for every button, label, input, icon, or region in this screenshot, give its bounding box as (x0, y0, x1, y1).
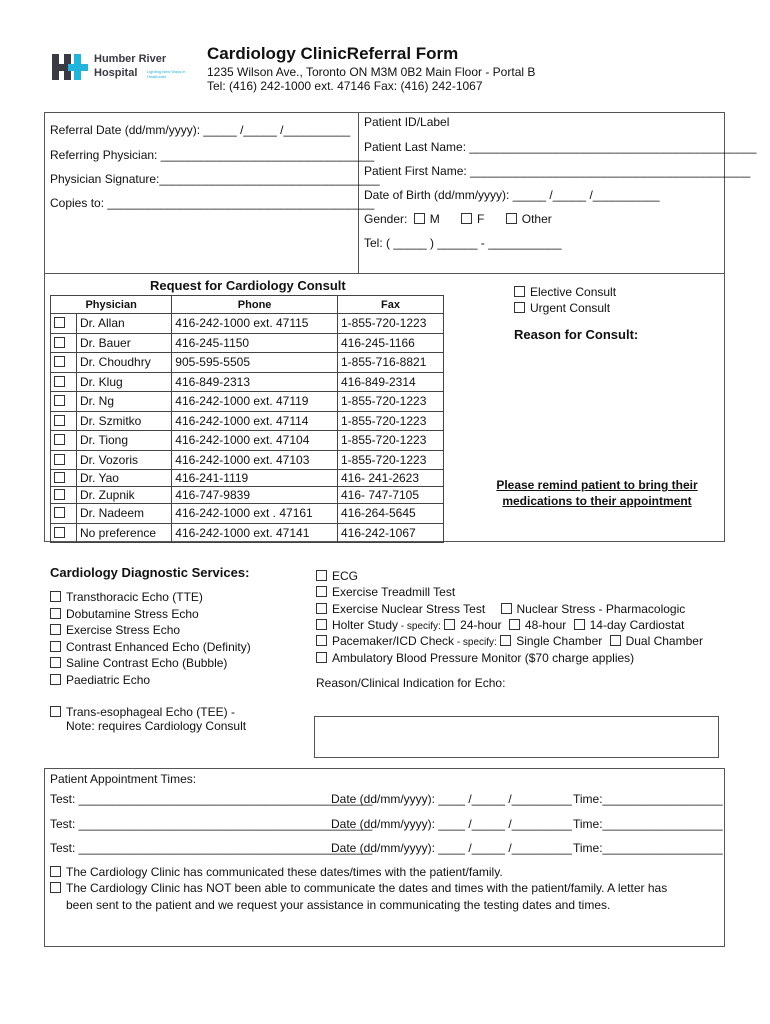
physician-checkbox[interactable] (51, 504, 77, 524)
appointment-test-field[interactable]: Test: ____________________________________________ (50, 817, 373, 831)
patient-last-name-field[interactable]: Patient Last Name: ___________________________________________ (364, 140, 757, 154)
address: 1235 Wilson Ave., Toronto ON M3M 0B2 Main Floor - Portal B (207, 65, 536, 79)
echo-service-checkbox[interactable]: Dobutamine Stress Echo (50, 607, 199, 621)
physician-fax: 1-855-720-1223 (337, 431, 443, 451)
gender-m-checkbox[interactable]: M (414, 212, 440, 226)
physician-phone: 416-242-1000 ext. 47114 (172, 411, 338, 431)
physician-phone: 416-242-1000 ext. 47104 (172, 431, 338, 451)
consult-title: Request for Cardiology Consult (150, 278, 346, 293)
appointment-time-field[interactable]: Time:__________________ (573, 792, 723, 806)
physician-phone: 416-242-1000 ext. 47119 (172, 392, 338, 412)
elective-consult-checkbox[interactable]: Elective Consult (514, 285, 616, 299)
physician-phone: 416-242-1000 ext. 47115 (172, 314, 338, 334)
appointment-date-field[interactable]: Date (dd/mm/yyyy): ____ /_____ /_________ (331, 841, 572, 855)
physician-checkbox[interactable] (51, 411, 77, 431)
nuclear-pharm-checkbox[interactable]: Nuclear Stress - Pharmacologic (501, 602, 686, 616)
echo-service-checkbox[interactable]: Exercise Stress Echo (50, 623, 180, 637)
col-fax: Fax (337, 296, 443, 314)
logo-h-cross-icon (52, 52, 88, 82)
holter-row: Holter Study - specify: 24-hour 48-hour 14-day Cardiostat (316, 618, 684, 632)
physician-phone: 416-242-1000 ext. 47103 (172, 450, 338, 470)
dual-chamber-checkbox[interactable]: Dual Chamber (610, 634, 703, 648)
gender-f-checkbox[interactable]: F (461, 212, 484, 226)
patient-first-name-field[interactable]: Patient First Name: __________________________________________ (364, 164, 751, 178)
table-row (51, 504, 444, 524)
table-row (51, 450, 444, 470)
reminder-line-2: medications to their appointment (502, 494, 692, 508)
echo-service-checkbox[interactable]: Transthoracic Echo (TTE) (50, 590, 203, 604)
physician-name: Dr. Allan (77, 314, 172, 334)
pacemaker-row: Pacemaker/ICD Check - specify: Single Chamber Dual Chamber (316, 634, 703, 648)
physician-checkbox[interactable] (51, 372, 77, 392)
table-row (51, 372, 444, 392)
single-chamber-checkbox[interactable]: Single Chamber (500, 634, 602, 648)
physician-phone: 416-242-1000 ext . 47161 (172, 504, 338, 524)
physician-phone: 905-595-5505 (172, 353, 338, 373)
physician-fax: 416-264-5645 (337, 504, 443, 524)
gender-other-checkbox[interactable]: Other (506, 212, 552, 226)
pacemaker-checkbox[interactable]: Pacemaker/ICD Check (316, 634, 454, 648)
physician-checkbox[interactable] (51, 431, 77, 451)
reason-echo-input[interactable] (314, 716, 719, 758)
echo-service-checkbox[interactable]: Saline Contrast Echo (Bubble) (50, 656, 227, 670)
tee-checkbox[interactable]: Trans-esophageal Echo (TEE) - (50, 705, 235, 719)
physician-checkbox[interactable] (51, 392, 77, 412)
physician-phone: 416-242-1000 ext. 47141 (172, 523, 338, 543)
physician-checkbox[interactable] (51, 314, 77, 334)
physician-fax: 1-855-720-1223 (337, 450, 443, 470)
holter-14day-checkbox[interactable]: 14-day Cardiostat (574, 618, 685, 632)
physician-name: Dr. Zupnik (77, 487, 172, 504)
tee-note: Note: requires Cardiology Consult (66, 719, 247, 733)
physician-name: Dr. Ng (77, 392, 172, 412)
physician-phone: 416-849-2313 (172, 372, 338, 392)
table-row (51, 411, 444, 431)
physician-fax: 416-245-1166 (337, 333, 443, 353)
physician-name: Dr. Yao (77, 470, 172, 487)
not-communicated-checkbox[interactable]: The Cardiology Clinic has NOT been able to communicate the dates and times with the patient/family. A letter has (50, 881, 667, 895)
physician-checkbox[interactable] (51, 523, 77, 543)
table-row (51, 353, 444, 373)
physician-checkbox[interactable] (51, 353, 77, 373)
appointment-test-field[interactable]: Test: ____________________________________________ (50, 841, 373, 855)
physician-name: Dr. Nadeem (77, 504, 172, 524)
abpm-checkbox[interactable]: Ambulatory Blood Pressure Monitor ($70 charge applies) (316, 651, 634, 665)
copies-to-field[interactable]: Copies to: ________________________________________ (50, 196, 375, 210)
physician-checkbox[interactable] (51, 487, 77, 504)
physician-checkbox[interactable] (51, 470, 77, 487)
appointment-time-field[interactable]: Time:__________________ (573, 817, 723, 831)
physician-table (50, 295, 444, 543)
clinic-contact: Tel: (416) 242-1000 ext. 47146 Fax: (416) 242-1067 (207, 79, 483, 93)
gender-field: Gender: M F Other (364, 212, 552, 226)
physician-name: No preference (77, 523, 172, 543)
page-title: Cardiology ClinicReferral Form (207, 44, 459, 63)
physician-name: Dr. Choudhry (77, 353, 172, 373)
table-row (51, 431, 444, 451)
physician-phone: 416-241-1119 (172, 470, 338, 487)
reminder-line-1: Please remind patient to bring their (496, 478, 698, 492)
referral-date-field[interactable]: Referral Date (dd/mm/yyyy): _____ /_____ /__________ (50, 123, 351, 137)
table-row (51, 333, 444, 353)
holter-24-checkbox[interactable]: 24-hour (444, 618, 501, 632)
physician-fax: 1-855-720-1223 (337, 392, 443, 412)
appointment-date-field[interactable]: Date (dd/mm/yyyy): ____ /_____ /_________ (331, 792, 572, 806)
tel-field[interactable]: Tel: ( _____ ) ______ - ___________ (364, 236, 562, 250)
table-row (51, 487, 444, 504)
diagnostics-heading: Cardiology Diagnostic Services: (50, 565, 250, 580)
physician-checkbox[interactable] (51, 450, 77, 470)
appointment-date-field[interactable]: Date (dd/mm/yyyy): ____ /_____ /_________ (331, 817, 572, 831)
reason-echo-label: Reason/Clinical Indication for Echo: (316, 676, 506, 690)
holter-checkbox[interactable]: Holter Study (316, 618, 398, 632)
physician-fax: 416-849-2314 (337, 372, 443, 392)
ecg-checkbox[interactable]: ECG (316, 569, 358, 583)
patient-id-label: Patient ID/Label (364, 115, 450, 129)
col-phone: Phone (172, 296, 338, 314)
col-physician: Physician (51, 296, 172, 314)
physician-name: Dr. Szmitko (77, 411, 172, 431)
physician-fax: 1-855-720-1223 (337, 314, 443, 334)
physician-fax: 416-242-1067 (337, 523, 443, 543)
echo-service-checkbox[interactable]: Contrast Enhanced Echo (Definity) (50, 640, 251, 654)
table-row (51, 470, 444, 487)
physician-fax: 416- 747-7105 (337, 487, 443, 504)
table-row (51, 523, 444, 543)
dob-field[interactable]: Date of Birth (dd/mm/yyyy): _____ /_____ /__________ (364, 188, 660, 202)
appointment-time-field[interactable]: Time:__________________ (573, 841, 723, 855)
physician-phone: 416-245-1150 (172, 333, 338, 353)
treadmill-checkbox[interactable]: Exercise Treadmill Test (316, 585, 455, 599)
urgent-consult-checkbox[interactable]: Urgent Consult (514, 301, 610, 315)
nuclear-row (316, 602, 685, 616)
physician-signature-field[interactable]: Physician Signature:_________________________________ (50, 172, 380, 186)
table-row (51, 314, 444, 334)
physician-fax: 1-855-720-1223 (337, 411, 443, 431)
physician-phone: 416-747-9839 (172, 487, 338, 504)
reason-for-consult-heading: Reason for Consult: (514, 327, 639, 342)
physician-name: Dr. Tiong (77, 431, 172, 451)
not-communicated-text: been sent to the patient and we request your assistance in communicating the testing dates and times. (66, 898, 611, 912)
hospital-logo: Humber River Hospital Lighting New Ways in Healthcare (52, 52, 192, 84)
communicated-checkbox[interactable]: The Cardiology Clinic has communicated these dates/times with the patient/family. (50, 865, 503, 879)
table-row (51, 392, 444, 412)
echo-service-checkbox[interactable]: Paediatric Echo (50, 673, 150, 687)
physician-name: Dr. Vozoris (77, 450, 172, 470)
physician-fax: 1-855-716-8821 (337, 353, 443, 373)
physician-fax: 416- 241-2623 (337, 470, 443, 487)
physician-name: Dr. Bauer (77, 333, 172, 353)
appointment-test-field[interactable]: Test: ____________________________________________ (50, 792, 373, 806)
physician-checkbox[interactable] (51, 333, 77, 353)
holter-48-checkbox[interactable]: 48-hour (509, 618, 566, 632)
referring-physician-field[interactable]: Referring Physician: ________________________________ (50, 148, 375, 162)
nuclear-stress-checkbox[interactable]: Exercise Nuclear Stress Test (316, 602, 485, 616)
physician-name: Dr. Klug (77, 372, 172, 392)
divider (358, 112, 359, 274)
appointments-heading: Patient Appointment Times: (50, 772, 197, 786)
